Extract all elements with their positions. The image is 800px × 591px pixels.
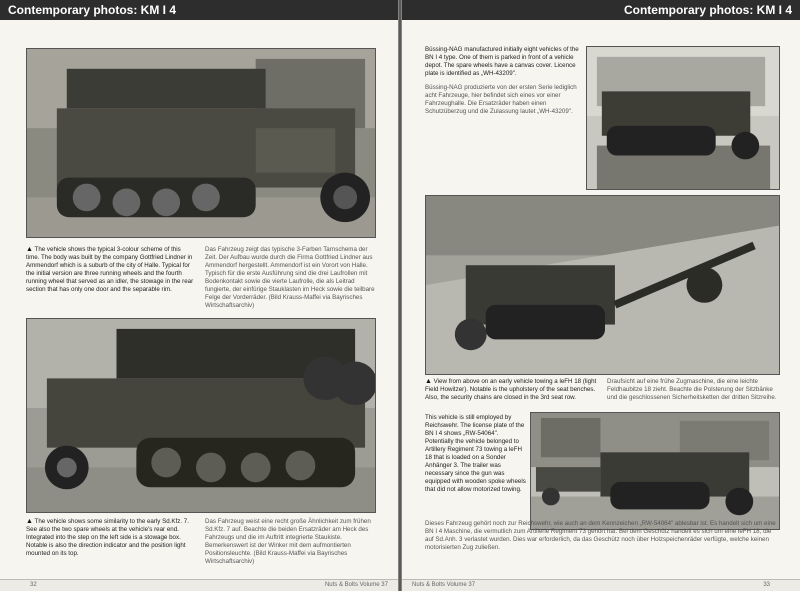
- caption-bottom-english: This vehicle is still employed by Reichswehr. The license plate of the BN I 4 shows „RW-54064". Potentially the vehicle belonged to Artillery Regiment 73 towing a leFH 18 that is loaded on a Sonder Anhänger 3. The trailer was necessary since the gun was equipped with wooden spoke wheels that did not allow motorized towing.: [425, 414, 526, 493]
- caption-mid-german: Draufsicht auf eine frühe Zugmaschine, die eine leichte Feldhaubitze 18 zieht. Beachte die Polsterung der Sitzbänke und die geschlossenen Sicherheitsketten der dritten Sitzreihe.: [607, 378, 777, 401]
- caption-mid-english: ▲ View from above on an early vehicle towing a leFH 18 (light Field Howitzer). Notable is the upholstery of the seat benches. Also, the security chains are closed in the 3rd seat row.: [425, 378, 597, 401]
- top-text-english: Büssing-NAG manufactured initially eight vehicles of the BN I 4 type. One of them is parked in front of a vehicle depot. The spare wheels have a canvas cover. Licence plate is identified as „WH-43209".: [425, 46, 579, 77]
- left-footer-title: Nuts & Bolts Volume 37: [324, 582, 388, 588]
- left-page-header: Contemporary photos: KM I 4: [0, 0, 398, 20]
- caption-bottom-german: Dieses Fahrzeug gehört noch zur Reichswehr, wie auch an dem Kennzeichen „RW-54064" ablesbar ist. Es handelt sich um eine BN I 4 Maschine, die vermutlich zum Artillerie Regiment 73 gehört hat. Bei dem Geschütz handelt es sich um eine leFH 18, die auf Sd.Anh. 3 verlastet wurden. Dies war erforderlich, da das Geschütz noch über Holzspeichenräder verfügte, welche keinen motorisierten Zug zuließen.: [425, 520, 776, 551]
- halftrack-photo-2: [26, 318, 376, 513]
- arrow-up-icon: ▲: [425, 378, 432, 385]
- caption-1-german: Das Fahrzeug zeigt das typische 3-Farben Tarnschema der Zeit. Der Aufbau wurde durch die Firma Gottfried Lindner aus Ammendorf hergestellt. Ammendorf ist ein Vorort von Halle. Typisch für die erste Ausführung sind die drei Laufrollen mit Bodenkontakt sowie die vierte Laufrolle, die als Leitrad fungierte, der einfürige Stauklasten im Heck sowie die teilbare Felge der Vorderräder. (Bild Krauss-Maffei via Bayrisches Wirtschaftsarchiv): [205, 246, 375, 309]
- left-page-number: 32: [30, 582, 37, 588]
- halftrack-depot-photo: [586, 46, 780, 190]
- halftrack-towing-howitzer-photo: [425, 195, 780, 375]
- reichswehr-halftrack-photo: [530, 412, 780, 530]
- arrow-up-icon: ▲: [26, 518, 33, 525]
- halftrack-photo-1: [26, 48, 376, 238]
- caption-2-german: Das Fahrzeug weist eine recht große Ähnlichkeit zum frühen Sd.Kfz. 7 auf. Beachte die beiden Ersatzräder am Heck des Fahrzeugs und die im Auftritt integrierte Staukiste. Bemerkenswert ist der Winker mit dem aufmontierten Positionsleuchte. (Bild Krauss-Maffei via Bayrisches Wirtschaftsarchiv): [205, 518, 371, 565]
- caption-1-english: ▲ The vehicle shows the typical 3-colour scheme of this time. The body was built by the company Gottfried Lindner in Ammendorf which is a suburb of the city of Halle. Typical for the initial version are three running wheels and the fourth running wheel that served as an idler, the stowage in the rear section that has only one door and the separable rim.: [26, 246, 194, 293]
- right-page-number: 33: [763, 582, 770, 588]
- top-text-german: Büssing-NAG produzierte von der ersten Serie lediglich acht Fahrzeuge, hier befindet sich eines vor einer Fahrzeughalle. Die Ersatzräder haben einen Schutzüberzug und die Zulassung lautet „WH-43209".: [425, 84, 577, 115]
- right-page-header: Contemporary photos: KM I 4: [402, 0, 800, 20]
- right-page: [402, 0, 800, 591]
- arrow-up-icon: ▲: [26, 246, 33, 253]
- left-page: [0, 0, 398, 591]
- caption-2-english: ▲ The vehicle shows some similarity to the early Sd.Kfz. 7. See also the two spare wheels at the vehicle's rear end. Integrated into the step on the left side is a stowage box. Notable is also the direction indicator and the position light mounted on its top.: [26, 518, 189, 557]
- right-footer-title: Nuts & Bolts Volume 37: [412, 582, 476, 588]
